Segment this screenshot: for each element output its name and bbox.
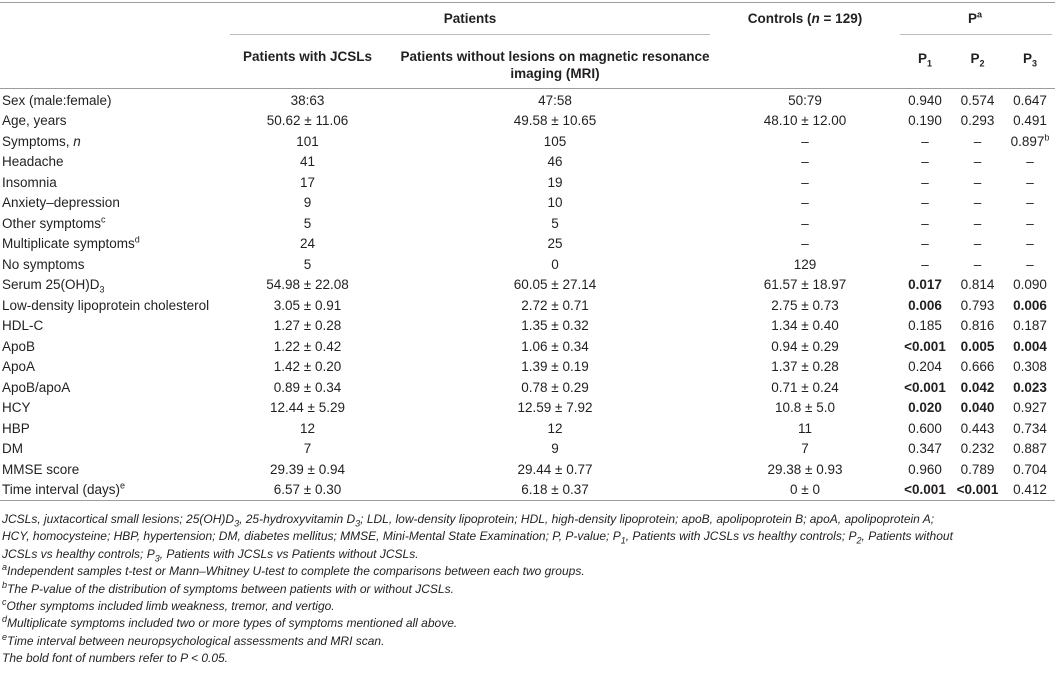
cell-without: 1.35 ± 0.32	[521, 318, 589, 333]
cell-p2: –	[973, 236, 982, 251]
footnote-abbreviations-3: JCSLs vs healthy controls; $P_3$, Patients with JCSLs vs Patients without JCSLs.	[2, 546, 419, 564]
table-row	[0, 275, 1055, 294]
cell-p1: 0.940	[908, 92, 942, 108]
cell-p2: –	[973, 215, 982, 231]
cell-jcsl: 1.22 ± 0.42	[273, 338, 342, 354]
cell-controls: –	[801, 174, 809, 190]
cell-p3: 0.897$^b$	[1010, 132, 1050, 149]
table-row	[0, 337, 1055, 356]
cell-p2: 0.232	[960, 441, 995, 456]
row-label: Serum $25(OH)D_3$	[2, 277, 105, 295]
table-row	[0, 357, 1055, 376]
cell-jcsl: 9	[303, 195, 312, 210]
patients-underline	[230, 34, 710, 35]
cell-p2: 0.005	[960, 338, 995, 354]
row-label: DM	[2, 441, 23, 456]
cell-jcsl: 12	[299, 420, 316, 436]
cell-p2: 0.816	[960, 318, 995, 333]
row-label: Age, years	[2, 113, 67, 128]
cell-jcsl: 5	[303, 256, 312, 272]
cell-without: 12	[547, 420, 563, 436]
footnote-d: $^d$Multiplicate symptoms included two or more types of symptoms mentioned all above.	[2, 614, 458, 631]
cell-jcsl: 1.42 ± 0.20	[273, 359, 342, 374]
cell-p2: 0.293	[960, 113, 995, 128]
cell-jcsl: 5	[303, 215, 312, 231]
cell-jcsl: 101	[296, 133, 319, 149]
footnote-b: $^b$The P-value of the distribution of symptoms between patients with or without JCSLs.	[2, 579, 454, 596]
cell-without: 105	[543, 133, 567, 149]
cell-p2: 0.040	[960, 400, 995, 415]
cell-p1: <0.001	[904, 338, 946, 354]
cell-jcsl: 3.05 ± 0.91	[273, 297, 342, 313]
row-label: ApoB	[2, 338, 36, 354]
cell-without: 5	[551, 215, 559, 231]
footnote-abbreviations-2: HCY, homocysteine; HBP, hypertension; DM, diabetes mellitus; MMSE, Mini-Mental State Examination; P, P-value; $P_1$, Patients with JCSLs vs healthy controls; $P_2$, Patients without	[2, 529, 953, 546]
cell-without: 9	[551, 441, 559, 456]
table-row	[0, 398, 1055, 417]
cell-jcsl: 54.98 ± 22.08	[266, 277, 349, 292]
cell-p2: 0.042	[960, 379, 995, 395]
cell-without: 6.18 ± 0.37	[521, 482, 589, 497]
cell-jcsl: 7	[303, 441, 312, 456]
row-label: HDL-C	[2, 318, 44, 333]
table-row	[0, 480, 1055, 499]
cell-without: 46	[547, 154, 563, 169]
cell-p3: –	[1026, 236, 1034, 251]
p-underline	[900, 34, 1052, 35]
cell-without: 60.05 ± 27.14	[513, 277, 597, 292]
cell-controls: 129	[793, 256, 817, 272]
cell-p1: 0.006	[908, 297, 942, 313]
table-row	[0, 173, 1055, 192]
row-label: Time interval (days)$^e$	[2, 480, 126, 497]
cell-p2: 0.789	[960, 461, 995, 477]
bottom-rule	[0, 500, 1055, 501]
cell-jcsl: 12.44 ± 5.29	[270, 400, 345, 415]
cell-p3: –	[1026, 195, 1034, 210]
cell-p2: <0.001	[956, 482, 999, 497]
cell-p3: 0.412	[1013, 482, 1047, 497]
row-label: Headache	[2, 154, 64, 169]
cell-controls: 61.57 ± 18.97	[763, 277, 847, 292]
cell-p1: 0.960	[908, 461, 942, 477]
cell-controls: 2.75 ± 0.73	[771, 297, 839, 313]
cell-jcsl: 0.89 ± 0.34	[273, 379, 342, 395]
row-label: ApoA	[2, 359, 36, 374]
header-bottom-rule	[0, 88, 1055, 89]
cell-p2: 0.814	[960, 277, 995, 292]
row-label: No symptoms	[2, 256, 85, 272]
cell-p3: 0.004	[1013, 338, 1047, 354]
cell-controls: –	[801, 133, 809, 149]
cell-p1: –	[921, 256, 929, 272]
cell-p1: <0.001	[904, 379, 946, 395]
cell-p2: –	[973, 154, 982, 169]
table-row	[0, 234, 1055, 253]
cell-controls: 1.37 ± 0.28	[771, 359, 839, 374]
cell-controls: 10.8 ± 5.0	[775, 400, 835, 415]
cell-controls: 0.71 ± 0.24	[771, 379, 839, 395]
cell-p1: 0.600	[908, 420, 942, 436]
row-label: HCY	[2, 400, 31, 415]
cell-controls: 0 ± 0	[790, 482, 820, 497]
cell-controls: 0.94 ± 0.29	[771, 338, 839, 354]
cell-p1: –	[921, 174, 929, 190]
cell-p2: –	[973, 133, 982, 149]
cell-p3: –	[1026, 174, 1034, 190]
row-label: Insomnia	[2, 174, 57, 190]
cell-p3: 0.927	[1013, 400, 1047, 415]
cell-p3: 0.187	[1013, 318, 1047, 333]
cell-without: 19	[547, 174, 563, 190]
header-controls: Controls (n = 129)	[747, 11, 863, 26]
table-row	[0, 91, 1055, 110]
cell-p1: 0.347	[908, 441, 942, 456]
cell-p1: <0.001	[904, 482, 946, 497]
cell-p1: –	[921, 154, 929, 169]
cell-p1: –	[921, 215, 929, 231]
cell-p1: 0.185	[908, 318, 942, 333]
cell-controls: 48.10 ± 12.00	[763, 113, 847, 128]
row-label: MMSE score	[2, 461, 80, 477]
cell-p3: 0.647	[1013, 92, 1047, 108]
cell-without: 1.06 ± 0.34	[521, 338, 589, 354]
row-label: ApoB/apoA	[2, 379, 71, 395]
footnote-abbreviations-1: JCSLs, juxtacortical small lesions; $25(OH)D_3$, 25-hydroxyvitamin $D_3$; LDL, low-density lipoprotein; HDL, high-density lipoprotein; apoB, apolipoprotein B; apoA, apolipoprotein A;	[2, 512, 935, 529]
cell-without: 0	[551, 256, 559, 272]
cell-jcsl: 41	[299, 154, 316, 169]
top-rule	[0, 2, 1055, 3]
table-row	[0, 152, 1055, 171]
cell-p3: –	[1026, 154, 1034, 169]
cell-p2: 0.574	[960, 92, 995, 108]
cell-p1: –	[921, 236, 929, 251]
cell-p2: –	[973, 195, 982, 210]
footnote-a: $^a$Independent samples t-test or Mann–Whitney U-test to complete the comparisons between each two groups.	[2, 562, 585, 579]
cell-without: 47:58	[538, 92, 572, 108]
cell-controls: –	[801, 236, 809, 251]
table-footnotes	[2, 511, 1052, 668]
row-label: Anxiety–depression	[2, 195, 120, 210]
cell-without: 0.78 ± 0.29	[521, 379, 589, 395]
header-p: $P^a$	[967, 9, 983, 26]
cell-controls: –	[801, 195, 809, 210]
cell-controls: 29.38 ± 0.93	[767, 461, 843, 477]
cell-p1: –	[921, 195, 929, 210]
table-row	[0, 419, 1055, 438]
table-row	[0, 296, 1055, 315]
table-row	[0, 378, 1055, 397]
cell-p1: 0.204	[908, 359, 942, 374]
cell-without: 29.44 ± 0.77	[517, 461, 593, 477]
row-label: Low-density lipoprotein cholesterol	[2, 297, 210, 313]
table-row	[0, 439, 1055, 458]
cell-p1: 0.020	[908, 400, 942, 415]
cell-p1: 0.190	[908, 113, 942, 128]
cell-p3: 0.491	[1013, 113, 1047, 128]
cell-jcsl: 38:63	[290, 92, 325, 108]
cell-p2: 0.443	[960, 420, 995, 436]
cell-p3: 0.734	[1013, 420, 1047, 436]
footnote-e: $^e$Time interval between neuropsychological assessments and MRI scan.	[2, 631, 385, 648]
cell-p1: –	[921, 133, 929, 149]
cell-without: 49.58 ± 10.65	[513, 113, 597, 128]
table-row	[0, 255, 1055, 274]
row-label: HBP	[2, 420, 30, 436]
cell-p3: 0.887	[1013, 441, 1047, 456]
table-row	[0, 193, 1055, 212]
cell-p2: 0.793	[960, 297, 995, 313]
cell-p3: 0.023	[1013, 379, 1047, 395]
cell-controls: 1.34 ± 0.40	[771, 318, 839, 333]
cell-controls: –	[801, 215, 809, 231]
header-patients: Patients	[443, 11, 497, 26]
row-label: Symptoms, n	[2, 133, 81, 149]
cell-p3: –	[1026, 215, 1034, 231]
row-label: Other symptoms$^c$	[2, 214, 106, 231]
cell-p2: 0.666	[960, 359, 995, 374]
cell-without: 25	[547, 236, 563, 251]
table-row	[0, 111, 1055, 130]
table-row	[0, 214, 1055, 233]
cell-jcsl: 24	[299, 236, 316, 251]
header-p3: $P_3$	[1022, 51, 1038, 69]
cell-p3: 0.704	[1013, 461, 1047, 477]
cell-jcsl: 50.62 ± 11.06	[266, 113, 349, 128]
footnote-bold: The bold font of numbers refer to P < 0.05.	[2, 651, 229, 666]
footnote-c: $^c$Other symptoms included limb weakness, tremor, and vertigo.	[2, 597, 335, 614]
row-label: Multiplicate symptoms$^d$	[2, 234, 140, 251]
header-p1: $P_1$	[917, 51, 933, 69]
cell-p3: 0.308	[1013, 359, 1047, 374]
cell-without: 2.72 ± 0.71	[521, 297, 589, 313]
cell-controls: 7	[801, 441, 809, 456]
header-p2: $P_2$	[970, 51, 985, 69]
cell-jcsl: 29.39 ± 0.94	[270, 461, 345, 477]
table-row	[0, 316, 1055, 335]
cell-controls: –	[801, 154, 809, 169]
table-row	[0, 132, 1055, 151]
cell-controls: 50:79	[788, 92, 822, 108]
cell-controls: 11	[797, 420, 812, 436]
cell-without: 12.59 ± 7.92	[517, 400, 593, 415]
cell-p2: –	[973, 174, 982, 190]
table-row	[0, 460, 1055, 479]
cell-p3: 0.090	[1013, 277, 1047, 292]
cell-jcsl: 6.57 ± 0.30	[273, 482, 342, 497]
cell-p2: –	[973, 256, 982, 272]
row-label: Sex (male:female)	[2, 92, 112, 108]
cell-jcsl: 17	[299, 174, 316, 190]
cell-p1: 0.017	[908, 277, 942, 292]
cell-p3: –	[1026, 256, 1034, 272]
header-patients-jcsls: Patients with JCSLs	[242, 49, 373, 64]
header-patients-without: Patients without lesions on magnetic resonance imaging (MRI)	[400, 49, 710, 81]
cell-jcsl: 1.27 ± 0.28	[273, 318, 342, 333]
cell-p3: 0.006	[1013, 297, 1047, 313]
cell-without: 1.39 ± 0.19	[521, 359, 589, 374]
cell-without: 10	[547, 195, 563, 210]
